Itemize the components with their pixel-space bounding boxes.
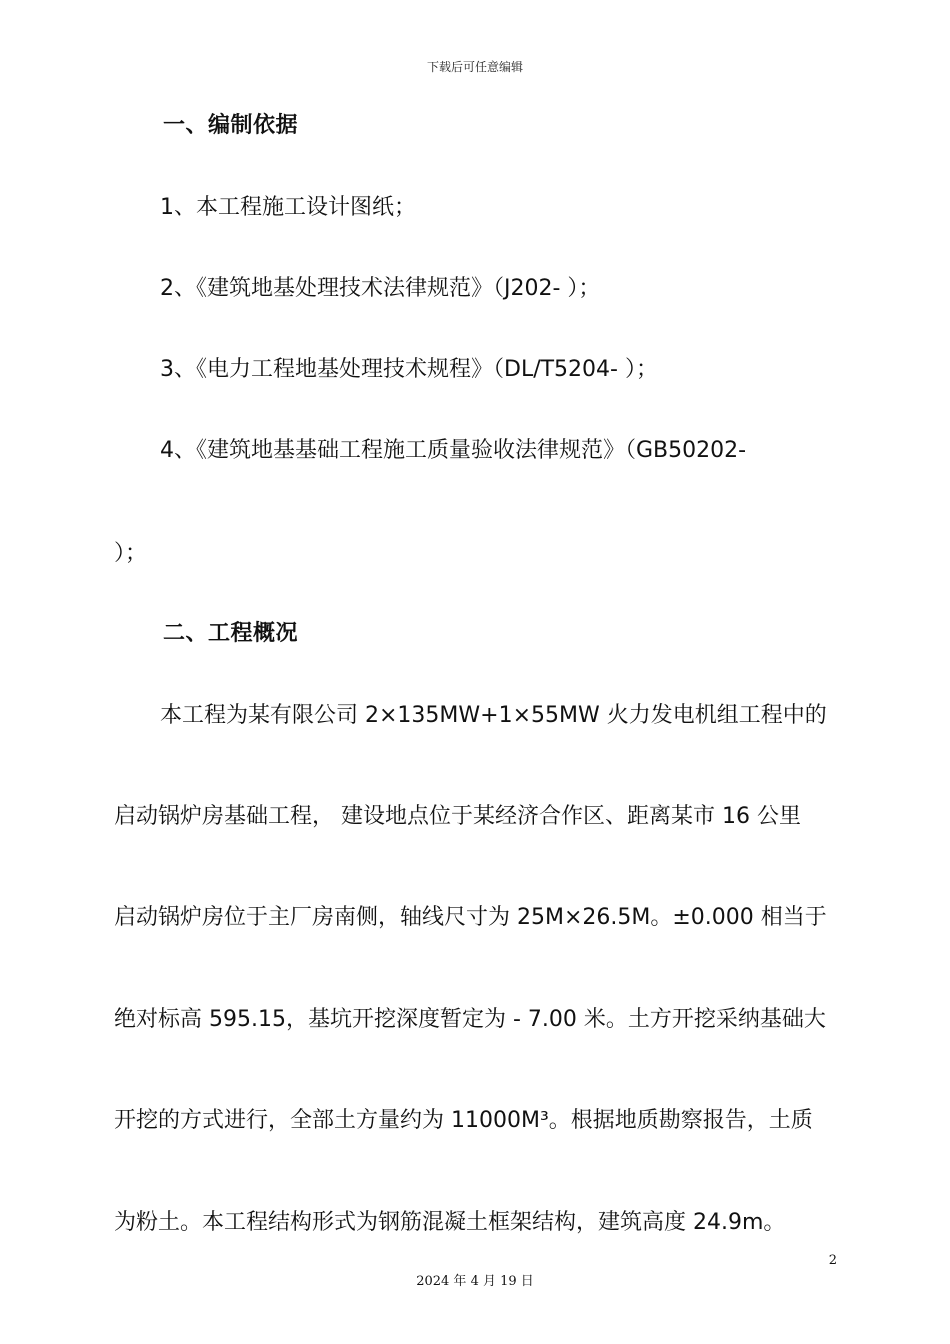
page-header-note: 下载后可任意编辑: [426, 60, 523, 74]
section-1-heading: 一、编制依据: [163, 113, 299, 138]
basis-item-1: 1、本工程施工设计图纸；: [160, 195, 416, 220]
page-number: 2: [828, 1253, 837, 1268]
basis-item-4-continuation: ）；: [114, 541, 148, 566]
basis-item-3: 3、《电力工程地基处理技术规程》（DL/T5204- ）；: [160, 357, 658, 382]
overview-line-4: 绝对标高 595.15，基坑开挖深度暂定为 - 7.00 米。土方开挖采纳基础大: [114, 1007, 826, 1032]
overview-line-1: 本工程为某有限公司 2×135MW+1×55MW 火力发电机组工程中的: [160, 703, 827, 728]
overview-line-2: 启动锅炉房基础工程， 建设地点位于某经济合作区、距离某市 16 公里: [114, 804, 801, 829]
footer-date: 2024 年 4 月 19 日: [416, 1274, 534, 1289]
basis-item-4: 4、《建筑地基基础工程施工质量验收法律规范》（GB50202-: [160, 438, 747, 463]
overview-line-5: 开挖的方式进行，全部土方量约为 11000M³。根据地质勘察报告，土质: [114, 1108, 813, 1133]
overview-line-3: 启动锅炉房位于主厂房南侧，轴线尺寸为 25M×26.5M。±0.000 相当于: [114, 905, 827, 930]
basis-item-2: 2、《建筑地基处理技术法律规范》（J202- ）；: [160, 276, 601, 301]
overview-line-6: 为粉土。本工程结构形式为钢筋混凝土框架结构，建筑高度 24.9m。: [114, 1210, 786, 1235]
section-2-heading: 二、工程概况: [163, 621, 299, 646]
